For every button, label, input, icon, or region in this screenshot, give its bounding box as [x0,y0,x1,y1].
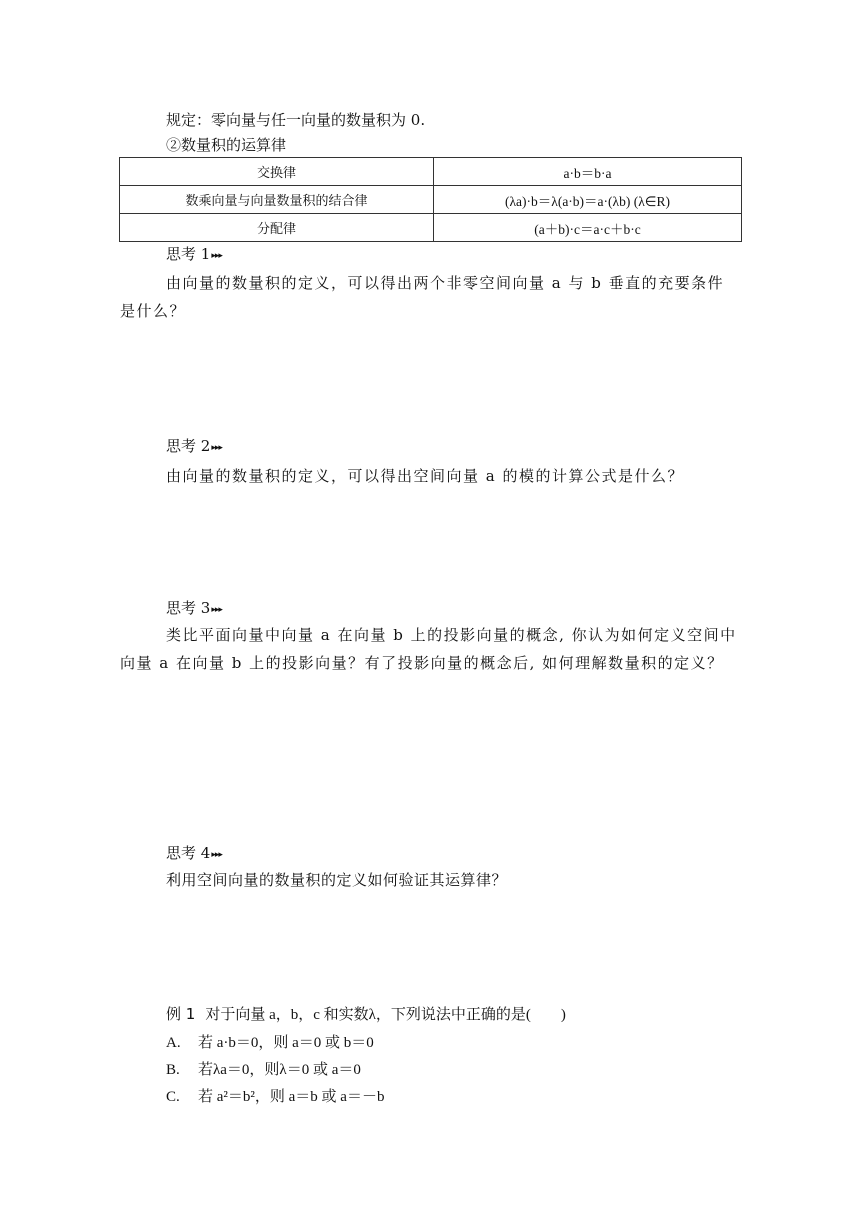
law-name: 数乘向量与向量数量积的结合律 [120,186,434,214]
think-4-title [166,842,222,863]
think-1-title [166,243,222,264]
example-label: 例 1 [166,1005,196,1023]
option-text: 若 a²＝b²，则 a＝b 或 a＝－b [198,1089,385,1105]
option-a[interactable] [166,1031,374,1052]
law-formula: (λa)·b＝λ(a·b)＝a·(λb) (λ∈R) [434,186,742,214]
option-letter: C. [166,1089,180,1105]
think-label: 思考 1 [166,245,211,263]
rule-statement: 规定：零向量与任一向量的数量积为 0. [166,111,426,129]
operation-laws-heading: ②数量积的运算律 [166,136,287,154]
think-label: 思考 4 [166,844,211,862]
option-letter: B. [166,1062,180,1078]
think-3-question: 类比平面向量中向量 a 在向量 b 上的投影向量的概念, 你认为如何定义空间中向量 a 在向量 b 上的投影向量？有了投影向量的概念后, 如何理解数量积的定义？ [120,626,737,672]
think-label: 思考 3 [166,599,211,617]
triple-arrow-icon: ▸▸▸ [211,251,222,261]
triple-arrow-icon: ▸▸▸ [211,850,222,860]
law-name: 交换律 [120,158,434,186]
think-4-question: 利用空间向量的数量积的定义如何验证其运算律？ [166,871,508,889]
table-row [120,158,742,186]
law-formula: (a＋b)·c＝a·c＋b·c [434,214,742,242]
think-label: 思考 2 [166,437,211,455]
option-c[interactable] [166,1085,384,1106]
table-row [120,186,742,214]
think-1-question: 由向量的数量积的定义，可以得出两个非零空间向量 a 与 b 垂直的充要条件是什么？ [120,274,725,320]
think-2-title [166,435,222,456]
option-b[interactable] [166,1058,361,1079]
triple-arrow-icon: ▸▸▸ [211,605,222,615]
triple-arrow-icon: ▸▸▸ [211,443,222,453]
option-text: 若λa＝0，则λ＝0 或 a＝0 [198,1062,361,1078]
think-3-title [166,597,222,618]
table-row [120,214,742,242]
option-text: 若 a·b＝0，则 a＝0 或 b＝0 [198,1035,374,1051]
law-name: 分配律 [120,214,434,242]
think-2-question: 由向量的数量积的定义，可以得出空间向量 a 的模的计算公式是什么？ [166,467,684,485]
option-letter: A. [166,1035,181,1051]
law-formula: a·b＝b·a [434,158,742,186]
operation-laws-table [119,157,742,242]
example-stem: 对于向量 a，b，c 和实数λ，下列说法中正确的是( ) [205,1007,566,1023]
example-1-stem-line [166,1003,566,1024]
